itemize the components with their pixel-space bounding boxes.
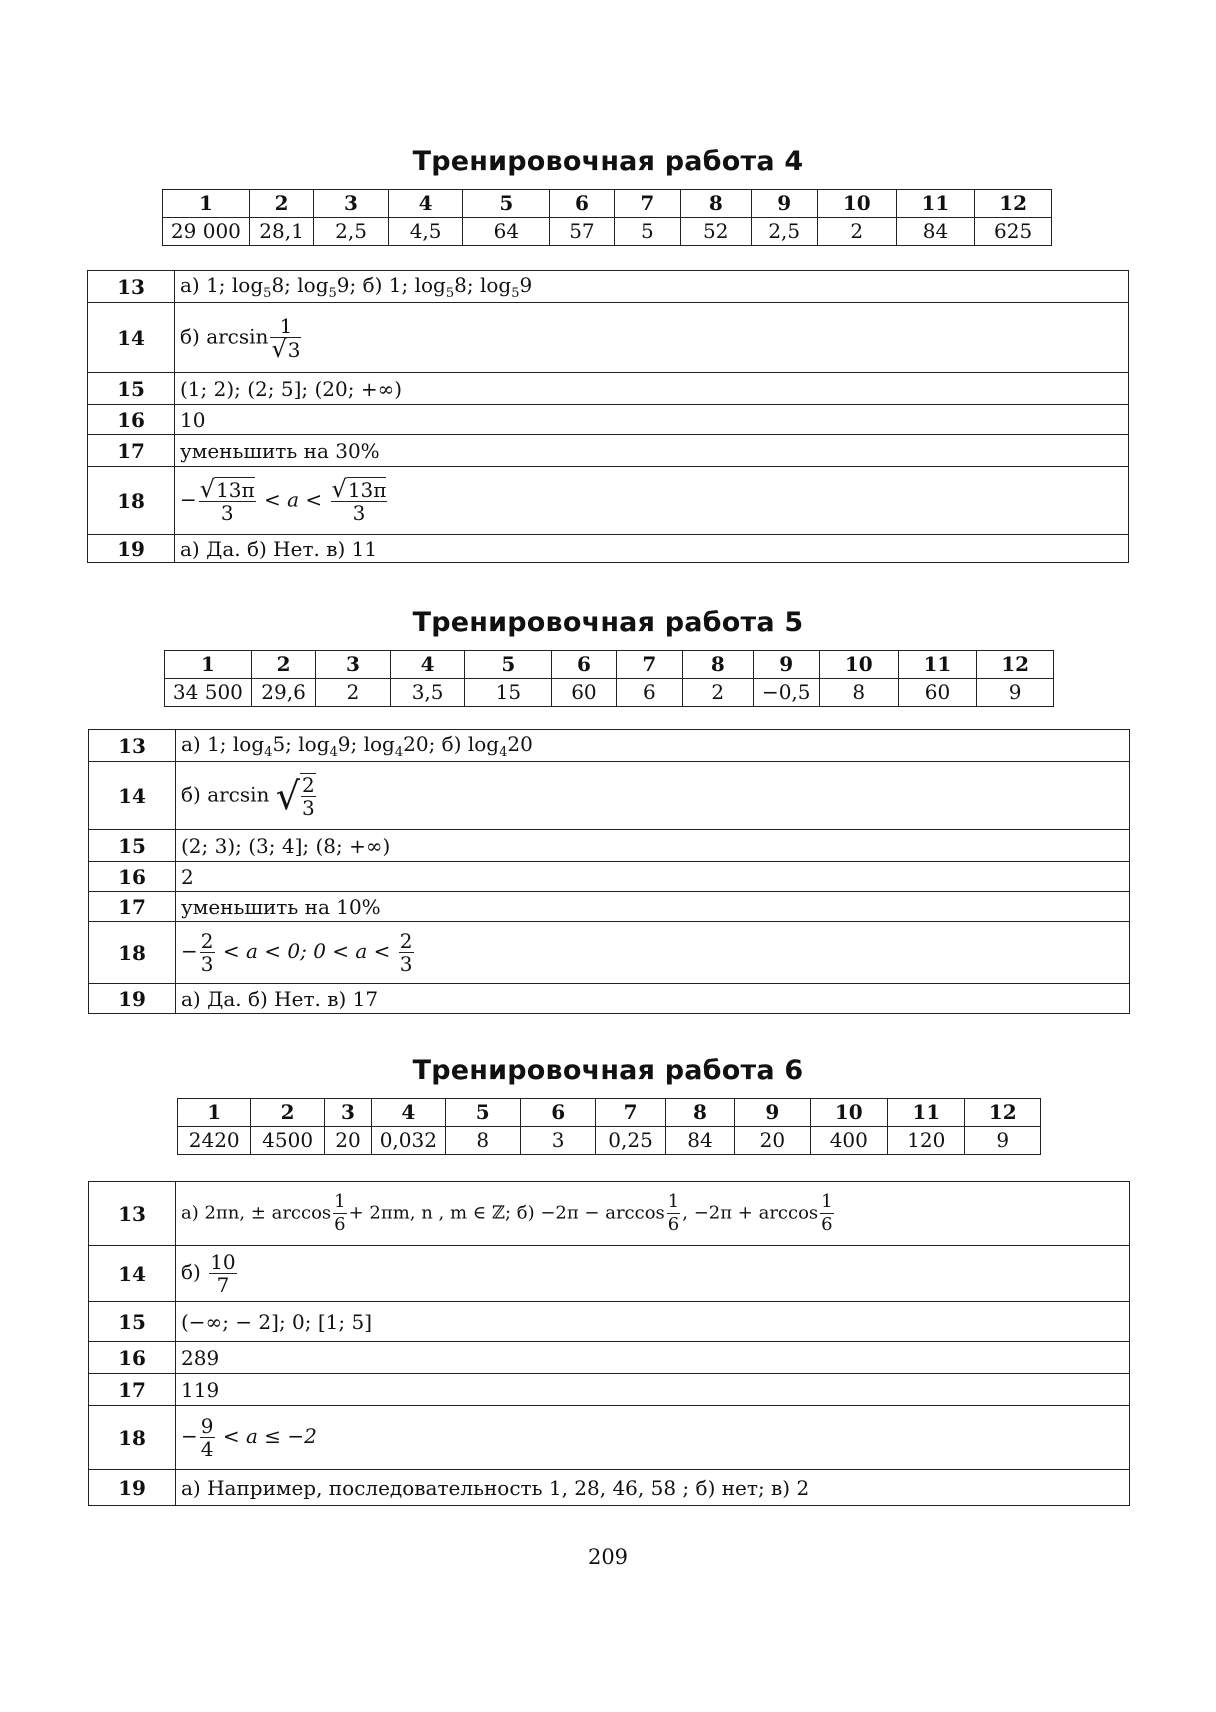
long-row-14 (89, 1246, 1130, 1302)
answer-14: б) arcsin √ $\frac{2}{3}$ (176, 762, 1130, 830)
short-header-row (178, 1099, 1041, 1127)
answer-15: (1; 2); (2; 5]; (20; +∞) (175, 373, 1129, 405)
short-answer-cell: 64 (463, 218, 550, 246)
long-row-15 (89, 1302, 1130, 1342)
short-answer-cell: 20 (735, 1127, 810, 1155)
short-answer-cell: 2,5 (751, 218, 817, 246)
question-number: 13 (88, 271, 175, 303)
short-answer-cell: 84 (665, 1127, 734, 1155)
short-answer-cell: 5 (614, 218, 680, 246)
answer-16: 289 (176, 1342, 1130, 1374)
short-header-cell: 11 (896, 190, 975, 218)
short-answer-cell: 3,5 (390, 679, 465, 707)
long-row-16 (88, 405, 1129, 435)
answer-17: уменьшить на 10% (176, 892, 1130, 922)
question-number: 15 (88, 373, 175, 405)
answer-18: − $\frac{√13\pi}{3}$ < a < $\frac{√13\pi}{3}$ (175, 467, 1129, 535)
short-header-cell: 1 (163, 190, 250, 218)
long-row-18 (89, 1406, 1130, 1470)
short-header-row (163, 190, 1052, 218)
long-row-13 (89, 1182, 1130, 1246)
short-answer-cell: 60 (552, 679, 616, 707)
short-header-cell: 4 (388, 190, 463, 218)
short-answer-cell: 52 (681, 218, 752, 246)
short-header-cell: 9 (751, 190, 817, 218)
short-header-cell: 9 (753, 651, 819, 679)
short-header-cell: 4 (372, 1099, 445, 1127)
question-number: 15 (89, 830, 176, 862)
short-answer-cell: 120 (888, 1127, 965, 1155)
short-answer-cell: 2 (817, 218, 896, 246)
question-number: 13 (89, 730, 176, 762)
short-answer-cell: 9 (977, 679, 1054, 707)
short-header-cell: 10 (810, 1099, 887, 1127)
short-answer-cell: −0,5 (753, 679, 819, 707)
short-header-cell: 6 (552, 651, 616, 679)
short-answer-cell: 0,25 (596, 1127, 665, 1155)
long-row-19 (88, 535, 1129, 563)
long-row-17 (88, 435, 1129, 467)
short-answer-row (165, 679, 1054, 707)
question-number: 16 (88, 405, 175, 435)
work-4-short-answers-table (162, 189, 1052, 246)
short-header-cell: 2 (249, 190, 313, 218)
question-number: 18 (88, 467, 175, 535)
question-number: 18 (89, 922, 176, 984)
answer-19: а) Да. б) Нет. в) 11 (175, 535, 1129, 563)
short-answer-cell: 2,5 (314, 218, 389, 246)
long-row-15 (89, 830, 1130, 862)
long-row-14 (88, 303, 1129, 373)
long-row-14 (89, 762, 1130, 830)
short-answer-cell: 400 (810, 1127, 887, 1155)
long-row-18 (88, 467, 1129, 535)
answer-14: б) arcsin $\frac{1}{√3}$ (175, 303, 1129, 373)
short-header-cell: 4 (390, 651, 465, 679)
short-answer-row (178, 1127, 1041, 1155)
long-row-18 (89, 922, 1130, 984)
short-header-cell: 11 (888, 1099, 965, 1127)
short-answer-cell: 29 000 (163, 218, 250, 246)
question-number: 16 (89, 1342, 176, 1374)
long-row-13 (89, 730, 1130, 762)
question-number: 19 (88, 535, 175, 563)
short-header-cell: 7 (616, 651, 682, 679)
short-answer-cell: 3 (520, 1127, 595, 1155)
answer-19: а) Да. б) Нет. в) 17 (176, 984, 1130, 1014)
short-header-cell: 6 (520, 1099, 595, 1127)
short-header-cell: 1 (165, 651, 252, 679)
answer-17: 119 (176, 1374, 1130, 1406)
short-header-cell: 7 (614, 190, 680, 218)
short-header-cell: 5 (463, 190, 550, 218)
short-header-cell: 2 (251, 1099, 324, 1127)
short-answer-cell: 34 500 (165, 679, 252, 707)
long-row-13 (88, 271, 1129, 303)
short-answer-row (163, 218, 1052, 246)
short-header-cell: 9 (735, 1099, 810, 1127)
short-answer-cell: 6 (616, 679, 682, 707)
question-number: 15 (89, 1302, 176, 1342)
long-row-16 (89, 862, 1130, 892)
answer-16: 2 (176, 862, 1130, 892)
work-5-long-answers-table (88, 729, 1130, 1014)
work-6-title: Тренировочная работа 6 (412, 1055, 804, 1086)
short-header-cell: 8 (683, 651, 754, 679)
short-answer-cell: 84 (896, 218, 975, 246)
short-header-cell: 12 (975, 190, 1052, 218)
long-row-19 (89, 1470, 1130, 1506)
question-number: 17 (89, 1374, 176, 1406)
short-answer-cell: 625 (975, 218, 1052, 246)
short-answer-cell: 9 (965, 1127, 1041, 1155)
short-answer-cell: 28,1 (249, 218, 313, 246)
work-5-short-answers-table (164, 650, 1054, 707)
answer-18: − $\frac{9}{4}$ < a ≤ −2 (176, 1406, 1130, 1470)
short-header-cell: 12 (965, 1099, 1041, 1127)
short-header-cell: 6 (550, 190, 614, 218)
short-header-cell: 8 (665, 1099, 734, 1127)
work-4-title: Тренировочная работа 4 (412, 146, 804, 177)
short-header-cell: 1 (178, 1099, 251, 1127)
page-number: 209 (587, 1545, 629, 1569)
answer-17: уменьшить на 30% (175, 435, 1129, 467)
short-answer-cell: 0,032 (372, 1127, 445, 1155)
answer-19: а) Например, последовательность 1, 28, 46, 58 ; б) нет; в) 2 (176, 1470, 1130, 1506)
short-header-cell: 5 (465, 651, 552, 679)
question-number: 17 (88, 435, 175, 467)
long-row-17 (89, 892, 1130, 922)
short-header-cell: 2 (251, 651, 315, 679)
short-answer-cell: 15 (465, 679, 552, 707)
short-header-cell: 3 (316, 651, 391, 679)
short-header-cell: 12 (977, 651, 1054, 679)
question-number: 14 (88, 303, 175, 373)
answer-18: − $\frac{2}{3}$ < a < 0; 0 < a < $\frac{2}{3}$ (176, 922, 1130, 984)
short-header-cell: 3 (324, 1099, 371, 1127)
answer-13: а) 2πn, ± arccos $\frac{1}{6}$ + 2πm, n , m ∈ ℤ; б) −2π − arccos $\frac{1}{6}$ , −2π + arccos $\frac{1}{6}$ (176, 1182, 1130, 1246)
question-number: 19 (89, 1470, 176, 1506)
short-answer-cell: 20 (324, 1127, 371, 1155)
short-answer-cell: 60 (898, 679, 977, 707)
short-header-cell: 10 (817, 190, 896, 218)
question-number: 14 (89, 1246, 176, 1302)
question-number: 16 (89, 862, 176, 892)
short-answer-cell: 8 (445, 1127, 520, 1155)
long-row-19 (89, 984, 1130, 1014)
short-answer-cell: 57 (550, 218, 614, 246)
short-answer-cell: 8 (819, 679, 898, 707)
short-header-cell: 10 (819, 651, 898, 679)
short-answer-cell: 4,5 (388, 218, 463, 246)
question-number: 17 (89, 892, 176, 922)
short-header-cell: 3 (314, 190, 389, 218)
long-row-15 (88, 373, 1129, 405)
long-row-17 (89, 1374, 1130, 1406)
short-header-cell: 11 (898, 651, 977, 679)
answer-14: б) $\frac{10}{7}$ (176, 1246, 1130, 1302)
long-row-16 (89, 1342, 1130, 1374)
short-header-cell: 7 (596, 1099, 665, 1127)
question-number: 19 (89, 984, 176, 1014)
answer-15: (2; 3); (3; 4]; (8; +∞) (176, 830, 1130, 862)
short-answer-cell: 2420 (178, 1127, 251, 1155)
short-answer-cell: 29,6 (251, 679, 315, 707)
answer-16: 10 (175, 405, 1129, 435)
answer-15: (−∞; − 2]; 0; [1; 5] (176, 1302, 1130, 1342)
work-6-long-answers-table (88, 1181, 1130, 1506)
work-5-title: Тренировочная работа 5 (412, 607, 804, 638)
question-number: 18 (89, 1406, 176, 1470)
short-answer-cell: 2 (683, 679, 754, 707)
answer-13: а) 1; $\log_45$; $\log_49$; $\log_420$; б) $\log_420$ (176, 730, 1130, 762)
work-4-long-answers-table (87, 270, 1129, 563)
question-number: 14 (89, 762, 176, 830)
short-header-cell: 8 (681, 190, 752, 218)
short-answer-cell: 2 (316, 679, 391, 707)
short-answer-cell: 4500 (251, 1127, 324, 1155)
question-number: 13 (89, 1182, 176, 1246)
work-6-short-answers-table (177, 1098, 1041, 1155)
answer-13: а) 1; $\log_58$; $\log_59$; б) 1; $\log_58$; $\log_59$ (175, 271, 1129, 303)
short-header-cell: 5 (445, 1099, 520, 1127)
short-header-row (165, 651, 1054, 679)
